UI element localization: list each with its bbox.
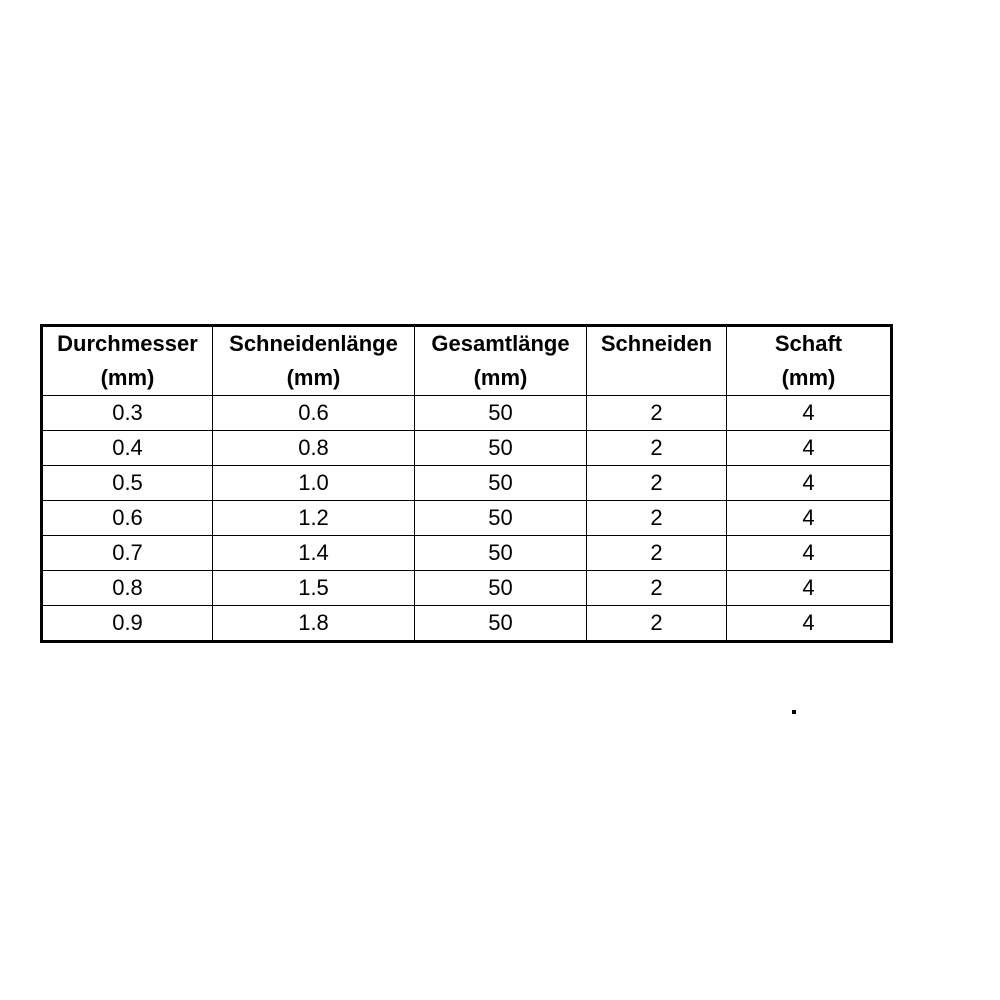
table-row: [42, 571, 892, 606]
cell-schneidenlaenge: 1.5: [213, 571, 415, 606]
cell-schneiden: 2: [587, 466, 727, 501]
table-row: [42, 606, 892, 642]
cell-gesamtlaenge: 50: [415, 466, 587, 501]
spec-table: [40, 324, 893, 643]
header-schaft: Schaft (mm): [727, 326, 892, 396]
cell-schneiden: 2: [587, 536, 727, 571]
cell-gesamtlaenge: 50: [415, 571, 587, 606]
cell-gesamtlaenge: 50: [415, 396, 587, 431]
cell-schneiden: 2: [587, 396, 727, 431]
cell-durchmesser: 0.3: [42, 396, 213, 431]
cell-durchmesser: 0.5: [42, 466, 213, 501]
cell-schaft: 4: [727, 501, 892, 536]
cell-gesamtlaenge: 50: [415, 536, 587, 571]
cell-schneiden: 2: [587, 606, 727, 642]
cell-durchmesser: 0.9: [42, 606, 213, 642]
header-row: [42, 326, 892, 396]
cell-schaft: 4: [727, 571, 892, 606]
table-row: [42, 501, 892, 536]
cell-schaft: 4: [727, 536, 892, 571]
header-durchmesser: Durchmesser (mm): [42, 326, 213, 396]
cell-schaft: 4: [727, 466, 892, 501]
cell-schneidenlaenge: 1.8: [213, 606, 415, 642]
table-row: [42, 431, 892, 466]
stray-dot: [792, 710, 796, 714]
table-header: [42, 326, 892, 396]
cell-gesamtlaenge: 50: [415, 606, 587, 642]
cell-schneidenlaenge: 0.6: [213, 396, 415, 431]
cell-schneiden: 2: [587, 501, 727, 536]
cell-schneidenlaenge: 1.0: [213, 466, 415, 501]
table-row: [42, 466, 892, 501]
cell-durchmesser: 0.8: [42, 571, 213, 606]
cell-schaft: 4: [727, 606, 892, 642]
header-schneidenlaenge: Schneidenlänge (mm): [213, 326, 415, 396]
cell-durchmesser: 0.7: [42, 536, 213, 571]
cell-schaft: 4: [727, 396, 892, 431]
cell-schneidenlaenge: 0.8: [213, 431, 415, 466]
header-schneiden: Schneiden: [587, 326, 727, 396]
cell-schneiden: 2: [587, 431, 727, 466]
table-row: [42, 536, 892, 571]
table-row: [42, 396, 892, 431]
cell-durchmesser: 0.4: [42, 431, 213, 466]
cell-schneidenlaenge: 1.2: [213, 501, 415, 536]
cell-gesamtlaenge: 50: [415, 431, 587, 466]
cell-schneiden: 2: [587, 571, 727, 606]
cell-schaft: 4: [727, 431, 892, 466]
cell-durchmesser: 0.6: [42, 501, 213, 536]
header-gesamtlaenge: Gesamtlänge (mm): [415, 326, 587, 396]
cell-gesamtlaenge: 50: [415, 501, 587, 536]
cell-schneidenlaenge: 1.4: [213, 536, 415, 571]
table-body: [42, 396, 892, 642]
